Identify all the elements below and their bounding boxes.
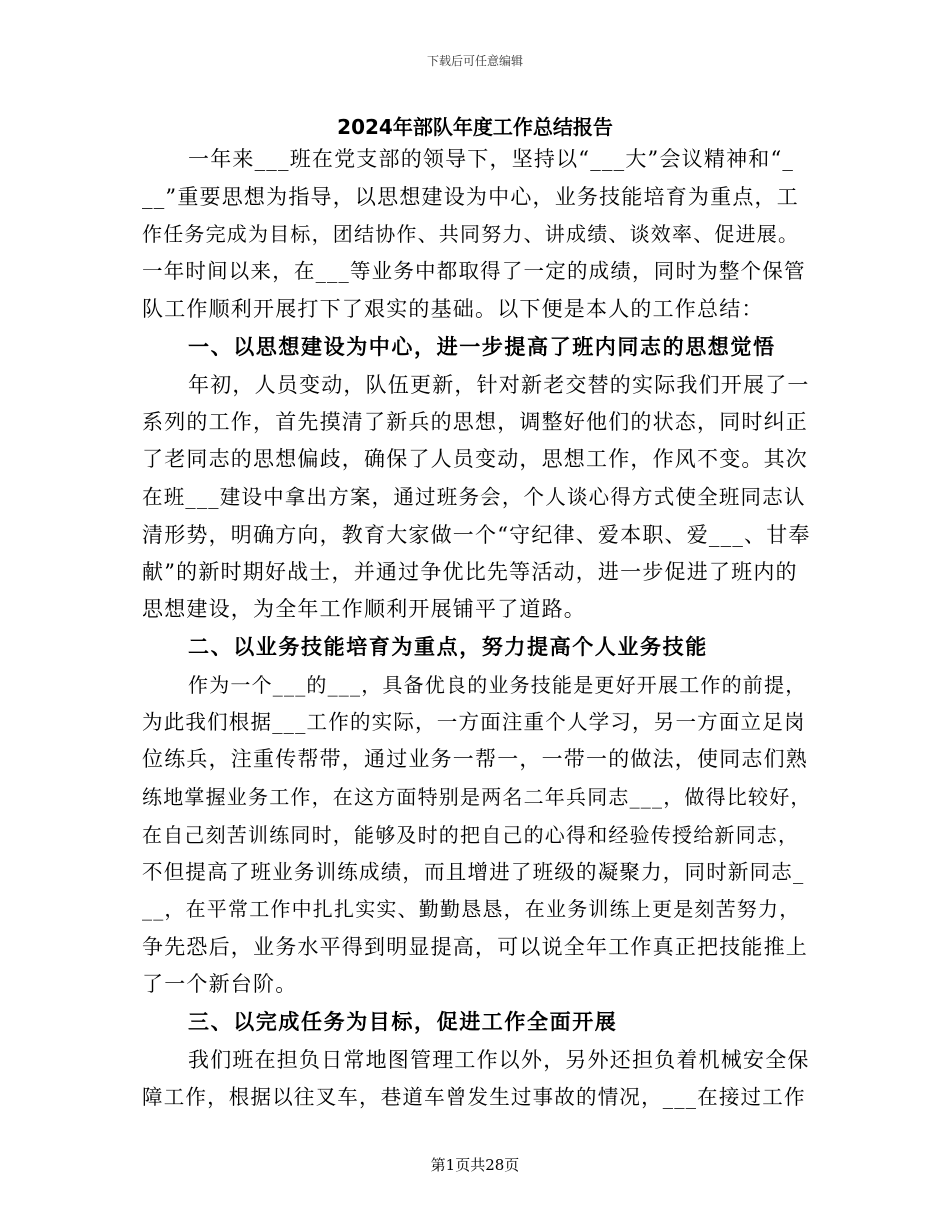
paragraph-line: 一年时间以来，在___等业务中都取得了一定的成绩，同时为整个保管 bbox=[142, 259, 806, 283]
paragraph-line: 清形势，明确方向，教育大家做一个“守纪律、爱本职、爱___、甘奉 bbox=[142, 523, 811, 547]
paragraph-line: 练地掌握业务工作，在这方面特别是两名二年兵同志___，做得比较好， bbox=[142, 785, 812, 809]
paragraph-line: 不但提高了班业务训练成绩，而且增进了班级的凝聚力，同时新同志_ bbox=[142, 860, 805, 884]
section-heading-2: 二、以业务技能培育为重点，努力提高个人业务技能 bbox=[188, 635, 708, 659]
section-heading-1: 一、以思想建设为中心，进一步提高了班内同志的思想觉悟 bbox=[188, 335, 776, 359]
paragraph-line: 我们班在担负日常地图管理工作以外，另外还担负着机械安全保 bbox=[188, 1048, 810, 1072]
paragraph-line: 争先恐后，业务水平得到明显提高，可以说全年工作真正把技能推上 bbox=[142, 935, 808, 959]
paragraph-line: 在自己刻苦训练同时，能够及时的把自己的心得和经验传授给新同志， bbox=[142, 823, 800, 847]
paragraph-line: 系列的工作，首先摸清了新兵的思想，调整好他们的状态，同时纠正 bbox=[142, 410, 808, 434]
paragraph-line: 了老同志的思想偏歧，确保了人员变动，思想工作，作风不变。其次 bbox=[142, 447, 808, 471]
paragraph-line: 位练兵，注重传帮带，通过业务一帮一，一带一的做法，使同志们熟 bbox=[142, 747, 808, 771]
paragraph-line: 障工作，根据以往叉车，巷道车曾发生过事故的情况，___在接过工作 bbox=[142, 1085, 806, 1109]
paragraph-line: 了一个新台阶。 bbox=[142, 972, 298, 996]
paragraph-line: 年初，人员变动，队伍更新，针对新老交替的实际我们开展了一 bbox=[188, 373, 810, 397]
paragraph-line: 队工作顺利开展打下了艰实的基础。以下便是本人的工作总结： bbox=[142, 297, 764, 321]
paragraph-line: 一年来___班在党支部的领导下，坚持以“___大”会议精神和“_ bbox=[188, 147, 795, 171]
paragraph-line: __，在平常工作中扎扎实实、勤勤恳恳，在业务训练上更是刻苦努力， bbox=[142, 897, 801, 921]
paragraph-line: 为此我们根据___工作的实际，一方面注重个人学习，另一方面立足岗 bbox=[142, 710, 806, 734]
section-heading-3: 三、以完成任务为目标，促进工作全面开展 bbox=[188, 1010, 618, 1034]
document-title: 2024年部队年度工作总结报告 bbox=[337, 115, 613, 139]
paragraph-line: 作为一个___的___，具备优良的业务技能是更好开展工作的前提， bbox=[188, 673, 807, 697]
page-footer: 第1页共28页 bbox=[430, 1156, 520, 1174]
paragraph-line: 献”的新时期好战士，并通过争优比先等活动，进一步促进了班内的 bbox=[142, 560, 798, 584]
paragraph-line: __”重要思想为指导，以思想建设为中心，业务技能培育为重点，工 bbox=[142, 185, 799, 209]
paragraph-line: 作任务完成为目标，团结协作、共同努力、讲成绩、谈效率、促进展。 bbox=[142, 222, 800, 246]
paragraph-line: 在班___建设中拿出方案，通过班务会，个人谈心得方式使全班同志认 bbox=[142, 485, 806, 509]
paragraph-line: 思想建设，为全年工作顺利开展铺平了道路。 bbox=[142, 597, 586, 621]
page-header: 下载后可任意编辑 bbox=[426, 54, 523, 68]
